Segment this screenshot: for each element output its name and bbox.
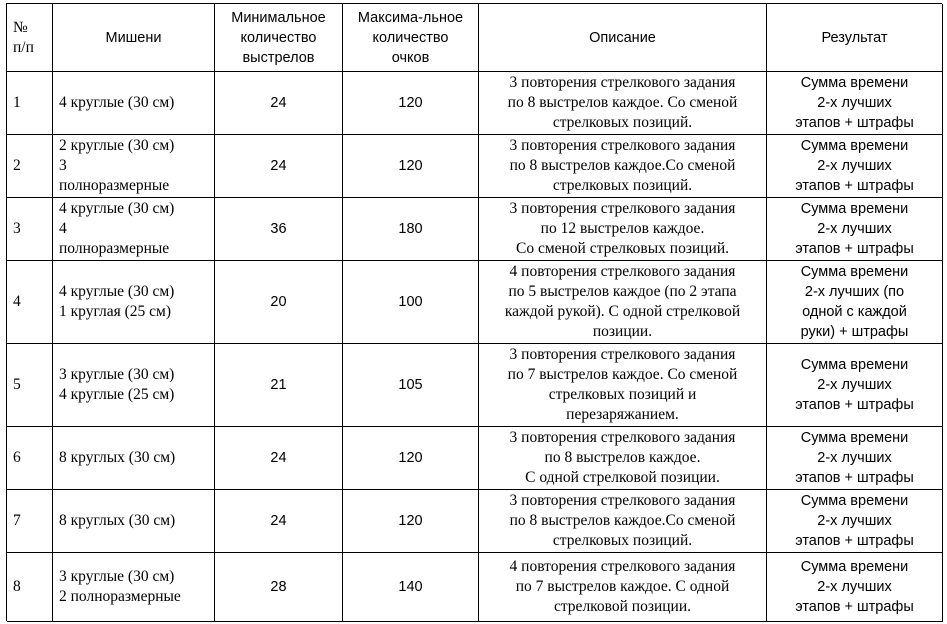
row-targets: 4 круглые (30 см) [53,72,215,135]
row-description: 3 повторения стрелкового задания по 8 выстрелов каждое. Со сменой стрелковых позиций. [479,72,767,135]
row-result: Сумма времени 2-х лучших этапов + штрафы [767,198,943,261]
header-min-shots: Минимальное количество выстрелов [215,4,343,72]
header-result: Результат [767,4,943,72]
row-result: Сумма времени 2-х лучших (по одной с каждой руки) + штрафы [767,261,943,344]
row-max-points: 120 [343,135,479,198]
row-min-shots: 28 [215,553,343,622]
row-num: 8 [7,553,53,622]
row-result: Сумма времени 2-х лучших этапов + штрафы [767,427,943,490]
row-min-shots: 24 [215,72,343,135]
row-description: 3 повторения стрелкового задания по 8 выстрелов каждое. С одной стрелковой позиции. [479,427,767,490]
row-num: 5 [7,344,53,427]
row-max-points: 100 [343,261,479,344]
header-max-points: Максима-льное количество очков [343,4,479,72]
row-targets: 8 круглых (30 см) [53,427,215,490]
row-description: 3 повторения стрелкового задания по 12 выстрелов каждое. Со сменой стрелковых позиций. [479,198,767,261]
row-num: 4 [7,261,53,344]
row-max-points: 180 [343,198,479,261]
row-num: 7 [7,490,53,553]
row-targets: 3 круглые (30 см) 2 полноразмерные [53,553,215,622]
row-min-shots: 24 [215,427,343,490]
row-description: 3 повторения стрелкового задания по 7 выстрелов каждое. Со сменой стрелковых позиций и перезаряжанием. [479,344,767,427]
row-result: Сумма времени 2-х лучших этапов + штрафы [767,72,943,135]
header-num: № п/п [7,4,53,72]
shooting-exercises-table [6,3,942,621]
row-targets: 2 круглые (30 см) 3 полноразмерные [53,135,215,198]
row-max-points: 120 [343,427,479,490]
row-min-shots: 20 [215,261,343,344]
row-targets: 8 круглых (30 см) [53,490,215,553]
row-description: 4 повторения стрелкового задания по 5 выстрелов каждое (по 2 этапа каждой рукой). С одной стрелковой позиции. [479,261,767,344]
header-description: Описание [479,4,767,72]
row-description: 3 повторения стрелкового задания по 8 выстрелов каждое.Со сменой стрелковых позиций. [479,490,767,553]
row-num: 3 [7,198,53,261]
row-description: 3 повторения стрелкового задания по 8 выстрелов каждое.Со сменой стрелковых позиций. [479,135,767,198]
row-result: Сумма времени 2-х лучших этапов + штрафы [767,344,943,427]
row-result: Сумма времени 2-х лучших этапов + штрафы [767,553,943,622]
row-num: 2 [7,135,53,198]
row-result: Сумма времени 2-х лучших этапов + штрафы [767,490,943,553]
header-targets: Мишени [53,4,215,72]
row-targets: 4 круглые (30 см) 4 полноразмерные [53,198,215,261]
row-result: Сумма времени 2-х лучших этапов + штрафы [767,135,943,198]
row-max-points: 140 [343,553,479,622]
row-targets: 3 круглые (30 см) 4 круглые (25 см) [53,344,215,427]
row-min-shots: 36 [215,198,343,261]
row-max-points: 120 [343,490,479,553]
row-min-shots: 24 [215,135,343,198]
row-targets: 4 круглые (30 см) 1 круглая (25 см) [53,261,215,344]
row-min-shots: 21 [215,344,343,427]
row-num: 6 [7,427,53,490]
row-max-points: 120 [343,72,479,135]
row-min-shots: 24 [215,490,343,553]
row-max-points: 105 [343,344,479,427]
row-num: 1 [7,72,53,135]
row-description: 4 повторения стрелкового задания по 7 выстрелов каждое. С одной стрелковой позиции. [479,553,767,622]
